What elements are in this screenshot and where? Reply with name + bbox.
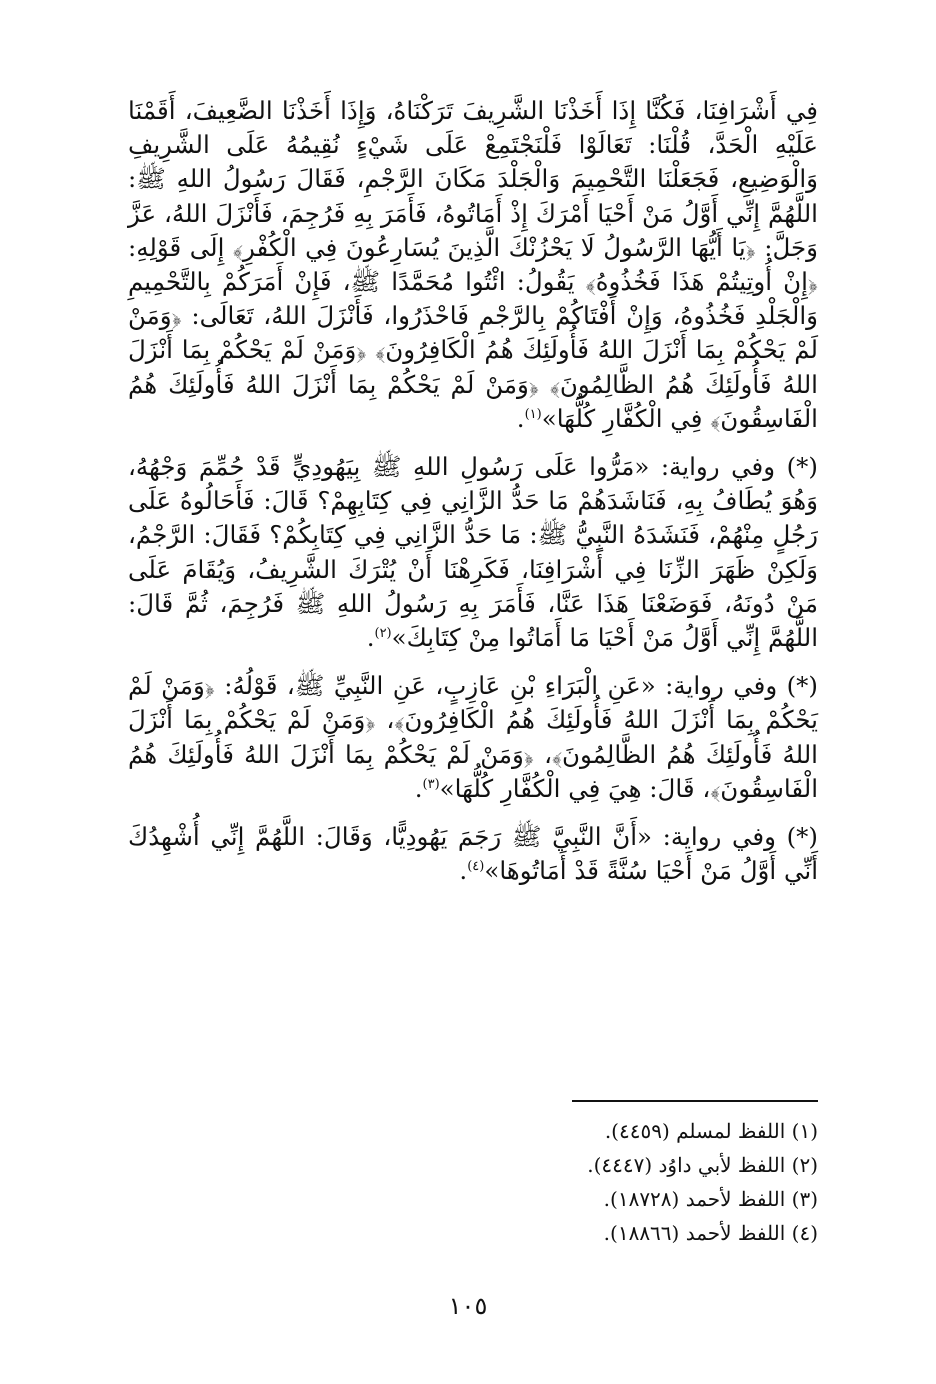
paragraph-2: (*) وفي رواية: «مَرُّوا عَلَى رَسُولِ اللهِ ﷺ بِيَهُودِيٍّ قَدْ حُمِّمَ وَجْهُهُ، وَهُوَ يُطَافُ بِهِ، فَنَاشَدَهُمْ مَا حَدُّ الزَّانِي فِي كِتَابِهِمْ؟ قَالَ: فَأَحَالُوهُ عَلَى رَجُلٍ مِنْهُمْ، فَنَشَدَهُ النَّبِيُّ ﷺ: مَا حَدُّ الزَّانِي فِي كِتَابِكُمْ؟ فَقَالَ: الرَّجْمُ، وَلَكِنْ ظَهَرَ الزِّنَا فِي أَشْرَافِنَا، فَكَرِهْنَا أَنْ يُتْرَكَ الشَّرِيفُ، وَيُقَامَ عَلَى مَنْ دُونَهُ، فَوَضَعْنَا هَذَا عَنَّا، فَأَمَرَ بِهِ رَسُولُ اللهِ ﷺ فَرُجِمَ، ثُمَّ قَالَ: اللَّهُمَّ إِنِّي أَوَّلُ مَنْ أَحْيَا مَا أَمَاتُوا مِنْ كِتَابِكَ»$^{(٢)}$.	[128, 452, 818, 653]
footnote-1: (١) اللفظ لمسلم (٤٤٥٩).	[604, 1119, 818, 1143]
paragraph-text: (*) وفي رواية: «عَنِ الْبَرَاءِ بْنِ عَازِبٍ، عَنِ النَّبِيِّ ﷺ، قَوْلُهُ: ﴿وَمَنْ لَمْ يَحْكُمْ بِمَا أَنْزَلَ اللهُ فَأُولَئِكَ هُمُ الْكَافِرُونَ﴾، ﴿وَمَنْ لَمْ يَحْكُمْ بِمَا أَنْزَلَ اللهُ فَأُولَئِكَ هُمُ الظَّالِمُونَ﴾، ﴿وَمَنْ لَمْ يَحْكُمْ بِمَا أَنْزَلَ اللهُ فَأُولَئِكَ هُمُ الْفَاسِقُونَ﴾، قَالَ: هِيَ فِي الْكُفَّارِ كُلُّهَا»	[128, 671, 818, 803]
footnotes	[218, 1114, 818, 1250]
footnote-ref: (٣)	[422, 776, 440, 792]
paragraph-text: (*) وفي رواية: «مَرُّوا عَلَى رَسُولِ اللهِ ﷺ بِيَهُودِيٍّ قَدْ حُمِّمَ وَجْهُهُ، وَهُوَ يُطَافُ بِهِ، فَنَاشَدَهُمْ مَا حَدُّ الزَّانِي فِي كِتَابِهِمْ؟ قَالَ: فَأَحَالُوهُ عَلَى رَجُلٍ مِنْهُمْ، فَنَشَدَهُ النَّبِيُّ ﷺ: مَا حَدُّ الزَّانِي فِي كِتَابِكُمْ؟ فَقَالَ: الرَّجْمُ، وَلَكِنْ ظَهَرَ الزِّنَا فِي أَشْرَافِنَا، فَكَرِهْنَا أَنْ يُتْرَكَ الشَّرِيفُ، وَيُقَامَ عَلَى مَنْ دُونَهُ، فَوَضَعْنَا هَذَا عَنَّا، فَأَمَرَ بِهِ رَسُولُ اللهِ ﷺ فَرُجِمَ، ثُمَّ قَالَ: اللَّهُمَّ إِنِّي أَوَّلُ مَنْ أَحْيَا مَا أَمَاتُوا مِنْ كِتَابِكَ»	[128, 452, 818, 653]
footnote-ref: (٤)	[467, 859, 485, 875]
paragraph-text: فِي أَشْرَافِنَا، فَكُنَّا إِذَا أَخَذْنَا الشَّرِيفَ تَرَكْنَاهُ، وَإِذَا أَخَذْنَا الضَّعِيفَ، أَقَمْنَا عَلَيْهِ الْحَدَّ، قُلْنَا: تَعَالَوْا فَلْنَجْتَمِعْ عَلَى شَيْءٍ نُقِيمُهُ عَلَى الشَّرِيفِ وَالْوَضِيعِ، فَجَعَلْنَا التَّحْمِيمَ وَالْجَلْدَ مَكَانَ الرَّجْمِ، فَقَالَ رَسُولُ اللهِ ﷺ: اللَّهُمَّ إِنِّي أَوَّلُ مَنْ أَحْيَا أَمْرَكَ إِذْ أَمَاتُوهُ، فَأَمَرَ بِهِ فَرُجِمَ، فَأَنْزَلَ اللهُ، عَزَّ وَجَلَّ: ﴿يَا أَيُّهَا الرَّسُولُ لَا يَحْزُنْكَ الَّذِينَ يُسَارِعُونَ فِي الْكُفْرِ﴾ إِلَى قَوْلِهِ: ﴿إِنْ أُوتِيتُمْ هَذَا فَخُذُوهُ﴾ يَقُولُ: ائْتُوا مُحَمَّدًا ﷺ، فَإِنْ أَمَرَكُمْ بِالتَّحْمِيمِ وَالْجَلْدِ فَخُذُوهُ، وَإِنْ أَفْتَاكُمْ بِالرَّجْمِ فَاحْذَرُوا، فَأَنْزَلَ اللهُ، تَعَالَى: ﴿وَمَنْ لَمْ يَحْكُمْ بِمَا أَنْزَلَ اللهُ فَأُولَئِكَ هُمُ الْكَافِرُونَ﴾ ﴿وَمَنْ لَمْ يَحْكُمْ بِمَا أَنْزَلَ اللهُ فَأُولَئِكَ هُمُ الظَّالِمُونَ﴾ ﴿وَمَنْ لَمْ يَحْكُمْ بِمَا أَنْزَلَ اللهُ فَأُولَئِكَ هُمُ الْفَاسِقُونَ﴾ فِي الْكُفَّارِ كُلُّهَا»	[128, 96, 818, 433]
footnote-3: (٣) اللفظ لأحمد (١٨٧٢٨).	[603, 1187, 818, 1211]
footnote-ref: (١)	[524, 406, 542, 422]
footnote-2: (٢) اللفظ لأبي داوُد (٤٤٤٧).	[587, 1153, 818, 1177]
footnote-ref: (٢)	[374, 625, 392, 641]
paragraph-1: فِي أَشْرَافِنَا، فَكُنَّا إِذَا أَخَذْنَا الشَّرِيفَ تَرَكْنَاهُ، وَإِذَا أَخَذْنَا الضَّعِيفَ، أَقَمْنَا عَلَيْهِ الْحَدَّ، قُلْنَا: تَعَالَوْا فَلْنَجْتَمِعْ عَلَى شَيْءٍ نُقِيمُهُ عَلَى الشَّرِيفِ وَالْوَضِيعِ، فَجَعَلْنَا التَّحْمِيمَ وَالْجَلْدَ مَكَانَ الرَّجْمِ، فَقَالَ رَسُولُ اللهِ ﷺ: اللَّهُمَّ إِنِّي أَوَّلُ مَنْ أَحْيَا أَمْرَكَ إِذْ أَمَاتُوهُ، فَأَمَرَ بِهِ فَرُجِمَ، فَأَنْزَلَ اللهُ، عَزَّ وَجَلَّ: ﴿يَا أَيُّهَا الرَّسُولُ لَا يَحْزُنْكَ الَّذِينَ يُسَارِعُونَ فِي الْكُفْرِ﴾ إِلَى قَوْلِهِ: ﴿إِنْ أُوتِيتُمْ هَذَا فَخُذُوهُ﴾ يَقُولُ: ائْتُوا مُحَمَّدًا ﷺ، فَإِنْ أَمَرَكُمْ بِالتَّحْمِيمِ وَالْجَلْدِ فَخُذُوهُ، وَإِنْ أَفْتَاكُمْ بِالرَّجْمِ فَاحْذَرُوا، فَأَنْزَلَ اللهُ، تَعَالَى: ﴿وَمَنْ لَمْ يَحْكُمْ بِمَا أَنْزَلَ اللهُ فَأُولَئِكَ هُمُ الْكَافِرُونَ﴾ ﴿وَمَنْ لَمْ يَحْكُمْ بِمَا أَنْزَلَ اللهُ فَأُولَئِكَ هُمُ الظَّالِمُونَ﴾ ﴿وَمَنْ لَمْ يَحْكُمْ بِمَا أَنْزَلَ اللهُ فَأُولَئِكَ هُمُ الْفَاسِقُونَ﴾ فِي الْكُفَّارِ كُلُّهَا»$^{(١)}$.	[128, 96, 818, 433]
paragraph-3: (*) وفي رواية: «عَنِ الْبَرَاءِ بْنِ عَازِبٍ، عَنِ النَّبِيِّ ﷺ، قَوْلُهُ: ﴿وَمَنْ لَمْ يَحْكُمْ بِمَا أَنْزَلَ اللهُ فَأُولَئِكَ هُمُ الْكَافِرُونَ﴾، ﴿وَمَنْ لَمْ يَحْكُمْ بِمَا أَنْزَلَ اللهُ فَأُولَئِكَ هُمُ الظَّالِمُونَ﴾، ﴿وَمَنْ لَمْ يَحْكُمْ بِمَا أَنْزَلَ اللهُ فَأُولَئِكَ هُمُ الْفَاسِقُونَ﴾، قَالَ: هِيَ فِي الْكُفَّارِ كُلُّهَا»$^{(٣)}$.	[128, 671, 818, 803]
page-number: ١٠٥	[448, 1292, 488, 1320]
footnote-divider	[572, 1100, 818, 1102]
footnote-4: (٤) اللفظ لأحمد (١٨٨٦٦).	[603, 1221, 818, 1245]
paragraph-4: (*) وفي رواية: «أَنَّ النَّبِيَّ ﷺ رَجَمَ يَهُودِيًّا، وَقَالَ: اللَّهُمَّ إِنِّي أُشْهِدُكَ أَنِّي أَوَّلُ مَنْ أَحْيَا سُنَّةً قَدْ أَمَاتُوهَا»$^{(٤)}$.	[128, 822, 818, 886]
paragraph-text: (*) وفي رواية: «أَنَّ النَّبِيَّ ﷺ رَجَمَ يَهُودِيًّا، وَقَالَ: اللَّهُمَّ إِنِّي أُشْهِدُكَ أَنِّي أَوَّلُ مَنْ أَحْيَا سُنَّةً قَدْ أَمَاتُوهَا»	[128, 822, 818, 886]
main-text	[128, 94, 818, 888]
